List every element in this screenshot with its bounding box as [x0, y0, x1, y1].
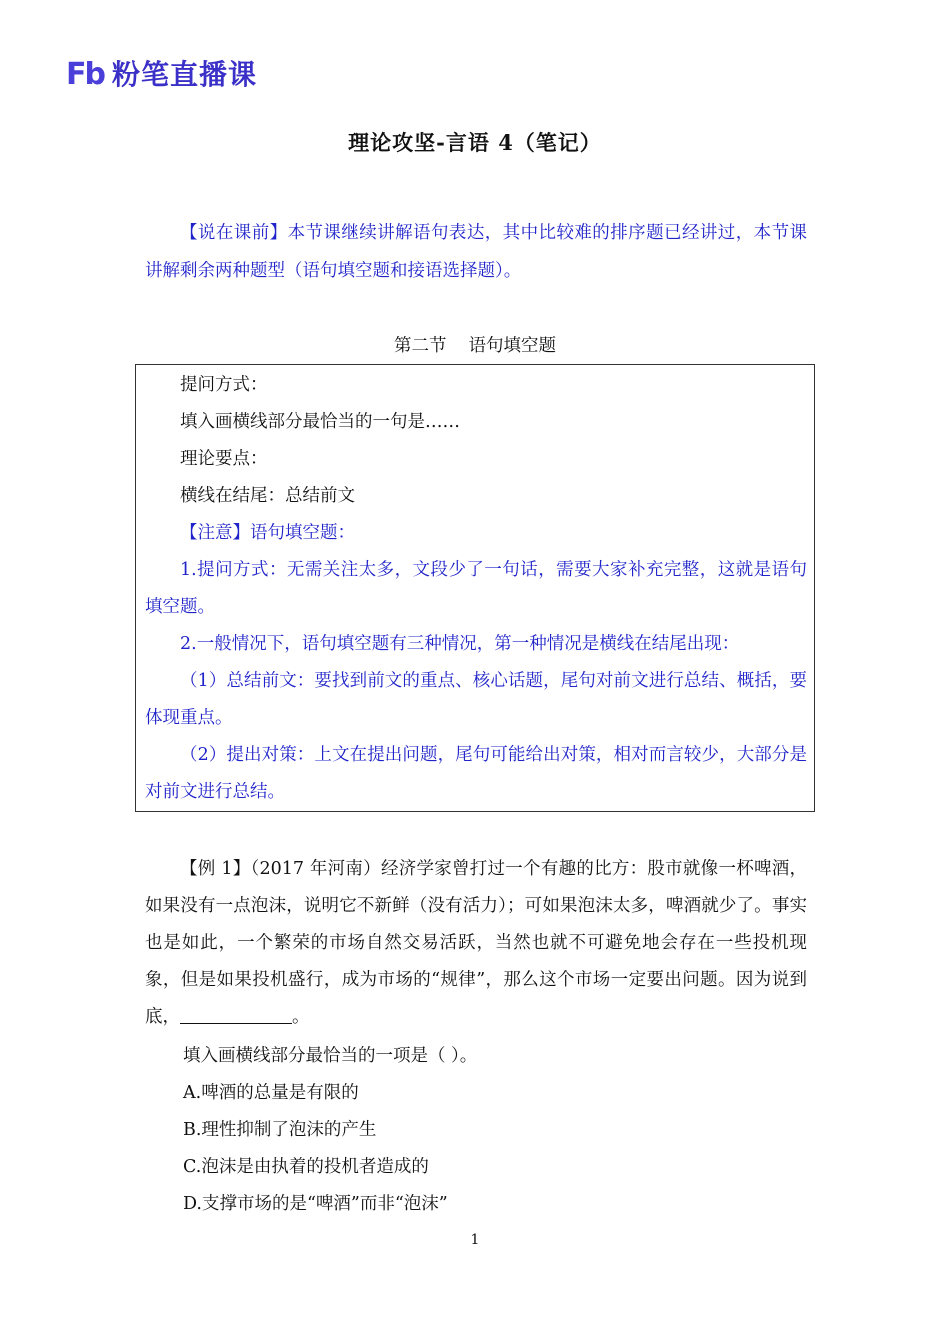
note-point: 2.一般情况下，语句填空题有三种情况，第一种情况是横线在结尾出现： — [180, 634, 740, 654]
page-title: 理论攻坚-言语 4（笔记） — [348, 130, 602, 155]
option-b: B.理性抑制了泡沫的产生 — [183, 1120, 377, 1140]
section-heading — [0, 332, 950, 357]
intro-paragraph — [145, 214, 807, 290]
note-heading — [145, 515, 807, 552]
note-point: （1）总结前文：要找到前文的重点、核心话题，尾句对前文进行总结、概括，要体现重点。 — [145, 671, 807, 728]
intro-tag: 【说在课前】 — [180, 223, 288, 243]
question-prompt: 填入画横线部分最恰当的一项是（ ）。 — [183, 1046, 478, 1066]
answer-blank — [180, 1005, 292, 1024]
page-number: 1 — [470, 1232, 480, 1248]
note-tag: 【注意】 — [180, 523, 250, 543]
option-c: C.泡沫是由执着的投机者造成的 — [183, 1157, 429, 1177]
example-text: 经济学家曾打过一个有趣的比方：股市就像一杯啤酒，如果没有一点泡沫，说明它不新鲜（没有活力）；可如果泡沫太多，啤酒就少了。事实也是如此，一个繁荣的市场自然交易活跃，当然也就不可避免地会存在一些投机现象，但是如果投机盛行，成为市场的“规律”，那么这个市场一定要出问题。因为说到底， — [145, 859, 807, 1027]
example-paragraph — [145, 851, 807, 1036]
section-name: 语句填空题 — [468, 336, 556, 356]
note-title: 语句填空题： — [250, 523, 355, 543]
brand-logo — [66, 57, 257, 92]
note-point: 1.提问方式：无需关注太多，文段少了一句话，需要大家补充完整，这就是语句填空题。 — [145, 560, 807, 617]
example-end: 。 — [292, 1007, 310, 1027]
example-source: （2017 年河南） — [250, 859, 381, 879]
box-line: 横线在结尾：总结前文 — [180, 486, 355, 506]
option-d: D.支撑市场的是“啤酒”而非“泡沫” — [183, 1194, 448, 1214]
key-points-box — [135, 364, 815, 812]
intro-text: 本节课继续讲解语句表达，其中比较难的排序题已经讲过，本节课讲解剩余两种题型（语句填空题和接语选择题）。 — [145, 223, 808, 281]
box-line: 提问方式： — [180, 375, 268, 395]
example-label: 【例 1】 — [180, 859, 251, 879]
fb-logo-icon: Fb — [66, 57, 104, 92]
brand-name: 粉笔直播课 — [111, 58, 257, 91]
box-line: 填入画横线部分最恰当的一句是…… — [180, 412, 460, 432]
box-line: 理论要点： — [180, 449, 268, 469]
section-number: 第二节 — [394, 336, 447, 356]
option-a: A.啤酒的总量是有限的 — [183, 1083, 359, 1103]
note-point: （2）提出对策：上文在提出问题，尾句可能给出对策，相对而言较少，大部分是对前文进行总结。 — [145, 745, 807, 802]
